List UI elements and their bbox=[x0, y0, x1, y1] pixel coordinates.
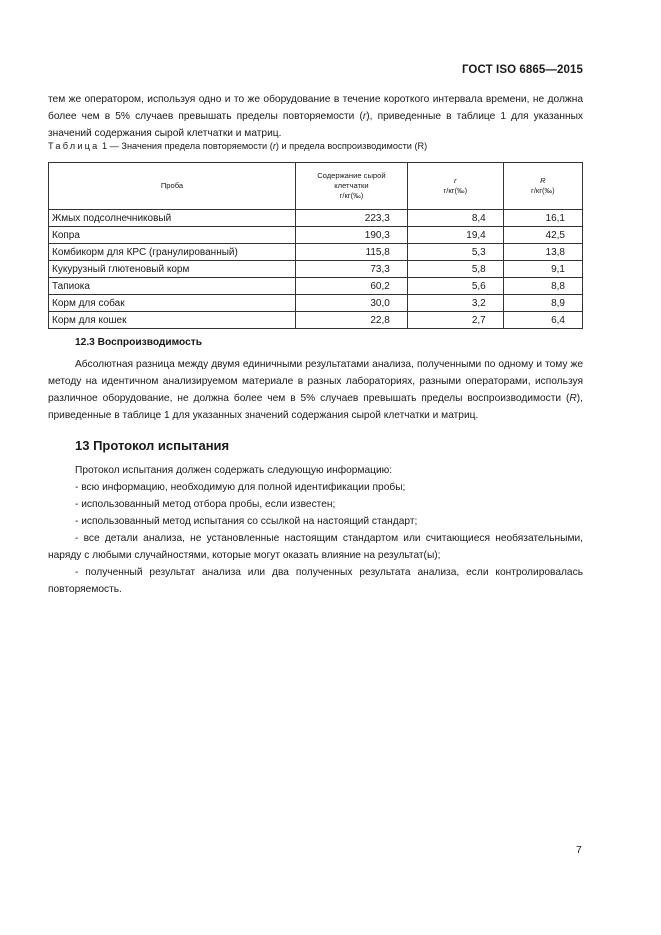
row-r-value: 3,2 bbox=[407, 295, 503, 312]
row-R-value: 6,4 bbox=[503, 312, 582, 329]
list-item: - все детали анализа, не установленные настоящим стандартом или считающиеся необязательными, наряду с любыми случайностями, которые могут оказать влияние на результат(ы); bbox=[48, 533, 583, 561]
table-caption-text-2: ) и предела воспроизводимости (R) bbox=[275, 141, 428, 151]
row-r-value: 2,7 bbox=[407, 312, 503, 329]
reproducibility-paragraph bbox=[48, 356, 583, 424]
intro-paragraph bbox=[48, 91, 583, 142]
section-12-3-heading: 12.3 Воспроизводимость bbox=[75, 337, 203, 348]
row-sample-name: Корм для собак bbox=[49, 295, 296, 312]
header-content-line2: клетчатки bbox=[334, 181, 369, 190]
header-content-unit: г/кг(‰) bbox=[339, 191, 364, 200]
table-caption-number: 1 bbox=[102, 141, 108, 151]
table-row bbox=[49, 227, 583, 244]
row-r-value: 5,3 bbox=[407, 244, 503, 261]
row-sample-name: Тапиока bbox=[49, 278, 296, 295]
table-row bbox=[49, 261, 583, 278]
header-content-line1: Содержание сырой bbox=[317, 171, 386, 180]
row-content-value: 30,0 bbox=[296, 295, 408, 312]
table-caption-label: Таблица bbox=[48, 141, 100, 151]
row-R-value: 9,1 bbox=[503, 261, 582, 278]
row-R-value: 42,5 bbox=[503, 227, 582, 244]
list-item: - использованный метод испытания со ссылкой на настоящий стандарт; bbox=[75, 516, 418, 527]
intro-text-part2: ), приведенные в таблице 1 для указанных значений содержания сырой клетчатки и матриц. bbox=[48, 111, 583, 139]
intro-r-symbol: r bbox=[362, 111, 367, 122]
row-R-value: 13,8 bbox=[503, 244, 582, 261]
table-row bbox=[49, 312, 583, 329]
page-number: 7 bbox=[576, 844, 582, 856]
header-R-symbol: R bbox=[540, 176, 546, 185]
repeatability-table bbox=[48, 162, 583, 329]
header-content bbox=[296, 163, 408, 210]
table-row bbox=[49, 295, 583, 312]
list-item: - использованный метод отбора пробы, если известен; bbox=[75, 499, 336, 510]
header-r-unit: г/кг(‰) bbox=[443, 186, 468, 195]
header-r bbox=[407, 163, 503, 210]
protocol-list bbox=[48, 479, 583, 598]
row-sample-name: Жмых подсолнечниковый bbox=[49, 210, 296, 227]
table-row bbox=[49, 210, 583, 227]
row-r-value: 8,4 bbox=[407, 210, 503, 227]
table-caption-r: r bbox=[272, 141, 276, 151]
row-sample-name: Комбикорм для КРС (гранулированный) bbox=[49, 244, 296, 261]
row-content-value: 115,8 bbox=[296, 244, 408, 261]
header-R-unit: г/кг(‰) bbox=[531, 186, 555, 195]
row-content-value: 223,3 bbox=[296, 210, 408, 227]
row-sample-name: Копра bbox=[49, 227, 296, 244]
row-R-value: 16,1 bbox=[503, 210, 582, 227]
table-caption bbox=[48, 141, 588, 151]
reproducibility-R-symbol: R bbox=[569, 393, 577, 404]
row-r-value: 5,8 bbox=[407, 261, 503, 278]
list-item: - полученный результат анализа или два полученных результата анализа, если контролировалась повторяемость. bbox=[48, 567, 583, 595]
table-header-row bbox=[49, 163, 583, 210]
protocol-intro: Протокол испытания должен содержать следующую информацию: bbox=[75, 465, 393, 476]
section-13-heading: 13 Протокол испытания bbox=[75, 438, 230, 453]
row-content-value: 22,8 bbox=[296, 312, 408, 329]
header-r-symbol: r bbox=[454, 176, 457, 185]
table-caption-text-1: — Значения предела повторяемости ( bbox=[107, 141, 273, 151]
standard-code: ГОСТ ISO 6865—2015 bbox=[461, 64, 583, 76]
row-r-value: 19,4 bbox=[407, 227, 503, 244]
list-item: - всю информацию, необходимую для полной идентификации пробы; bbox=[75, 482, 406, 493]
row-r-value: 5,6 bbox=[407, 278, 503, 295]
row-sample-name: Кукурузный глютеновый корм bbox=[49, 261, 296, 278]
table-row bbox=[49, 244, 583, 261]
row-content-value: 60,2 bbox=[296, 278, 408, 295]
reproducibility-text-part1: Абсолютная разница между двумя единичными результатами анализа, полученными по одному и тому же методу на идентичном анализируемом материале в разных лабораториях, разными операторами, используя различное оборудование, не должна более чем в 5% случаев превышать пределы воспроизводимости ( bbox=[48, 359, 583, 404]
reproducibility-text-part2: ), приведенные в таблице 1 для указанных значений содержания сырой клетчатки и матриц. bbox=[48, 393, 583, 421]
row-sample-name: Корм для кошек bbox=[49, 312, 296, 329]
row-content-value: 73,3 bbox=[296, 261, 408, 278]
row-R-value: 8,8 bbox=[503, 278, 582, 295]
row-content-value: 190,3 bbox=[296, 227, 408, 244]
intro-text-part1: тем же оператором, используя одно и то же оборудование в течение короткого интервала времени, не должна более чем в 5% случаев превышать пределы повторяемости ( bbox=[48, 94, 583, 122]
table-row bbox=[49, 278, 583, 295]
header-sample: Проба bbox=[49, 163, 296, 210]
row-R-value: 8,9 bbox=[503, 295, 582, 312]
header-R bbox=[503, 163, 582, 210]
